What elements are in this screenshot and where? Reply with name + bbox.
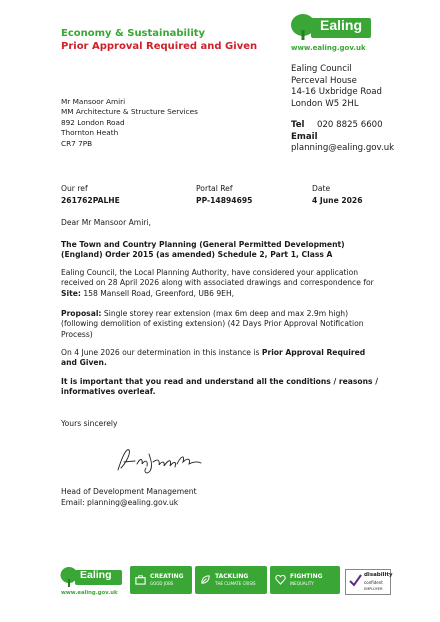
recipient-name: Mr Mansoor Amiri [61,97,126,106]
badge-tackling-climate-crisis [195,566,267,594]
badge-title: FIGHTING [290,573,323,580]
date-block [312,183,363,207]
footer-url: www.ealing.gov.uk [61,590,118,596]
proposal-label: Proposal: [61,309,102,318]
badge-creating-good-jobs [130,566,192,594]
closing: Yours sincerely [61,419,118,428]
footer-logo-wordmark: Ealing [80,569,112,581]
our-ref-label: Our ref [61,184,88,193]
footer [60,566,393,606]
proposal-text: Single storey rear extension (max 6m deep and max 2.9m high) (following demolition of existing extension) (42 Days Prior Approval Notification Process) [61,309,364,339]
council-name: Ealing Council [291,64,352,74]
disability-sub: confident [364,580,383,585]
council-building: Perceval House [291,75,357,86]
site-address: 158 Mansell Road, Greenford, UB6 9EH, [83,288,235,298]
intro-paragraph [61,268,381,299]
determination-paragraph [61,348,381,369]
our-ref-value: 261762PALHE [61,196,120,205]
order-title: The Town and Country Planning (General Permitted Development) (England) Order 2015 (as amended) Schedule 2, Part 1, Class A [61,240,345,260]
date-value: 4 June 2026 [312,196,363,205]
recipient-postcode: CR7 7PB [61,138,93,148]
badge-subtitle: INEQUALITY [290,581,314,586]
determination-result: Prior Approval Required and Given. [61,348,366,368]
tick-icon [349,574,362,587]
badge-fighting-inequality [270,566,340,594]
tel-number[interactable]: 020 8825 6600 [317,120,383,130]
disability-employer: EMPLOYER [364,587,383,591]
recipient-company: MM Architecture & Structure Services [61,107,198,117]
proposal-paragraph [61,309,381,340]
recipient-street: 892 London Road [61,117,125,127]
badge-subtitle: THE CLIMATE CRISIS [215,581,256,586]
portal-ref-block [196,183,252,207]
portal-ref-label: Portal Ref [196,184,233,193]
badge-subtitle: GOOD JOBS [150,581,174,586]
footer-ealing-logo [60,566,124,596]
disability-confident-badge [345,569,391,595]
logo-wordmark: Ealing [320,17,363,33]
council-city: London W5 2HL [291,99,359,110]
handwritten-signature [115,444,205,478]
recipient-town: Thornton Heath [61,128,119,138]
tel-label: Tel [291,120,305,130]
recipient-address [61,97,198,149]
portal-ref-value: PP-14894695 [196,196,253,205]
site-label: Site: [61,288,81,298]
council-contact [291,120,394,155]
date-label: Date [312,184,331,193]
signatory-title: Head of Development Management [61,487,197,496]
logo-url: www.ealing.gov.uk [291,44,366,52]
council-address [291,64,382,111]
council-street: 14-16 Uxbridge Road [291,87,382,98]
notice-type-heading: Prior Approval Required and Given [61,41,258,52]
email-label: Email [291,131,318,142]
determination-intro: On 4 June 2026 our determination in this instance is [61,348,260,357]
disability-title: disability [364,572,393,578]
briefcase-icon [135,574,146,585]
department-heading: Economy & Sustainability [61,28,206,39]
signatory-email: Email: planning@ealing.gov.uk [61,498,179,507]
leaf-icon [200,574,211,585]
badge-title: TACKLING [215,573,249,580]
badge-title: CREATING [150,573,184,580]
our-ref-block [61,183,120,207]
council-email[interactable]: planning@ealing.gov.uk [291,143,395,154]
intro-text: Ealing Council, the Local Planning Authority, have considered your application received on 28 April 2026 along with associated drawings and correspondence for [61,268,374,288]
heart-icon [275,574,286,585]
important-notice: It is important that you read and understand all the conditions / reasons / informatives overleaf. [61,377,378,397]
salutation: Dear Mr Mansoor Amiri, [61,218,151,227]
